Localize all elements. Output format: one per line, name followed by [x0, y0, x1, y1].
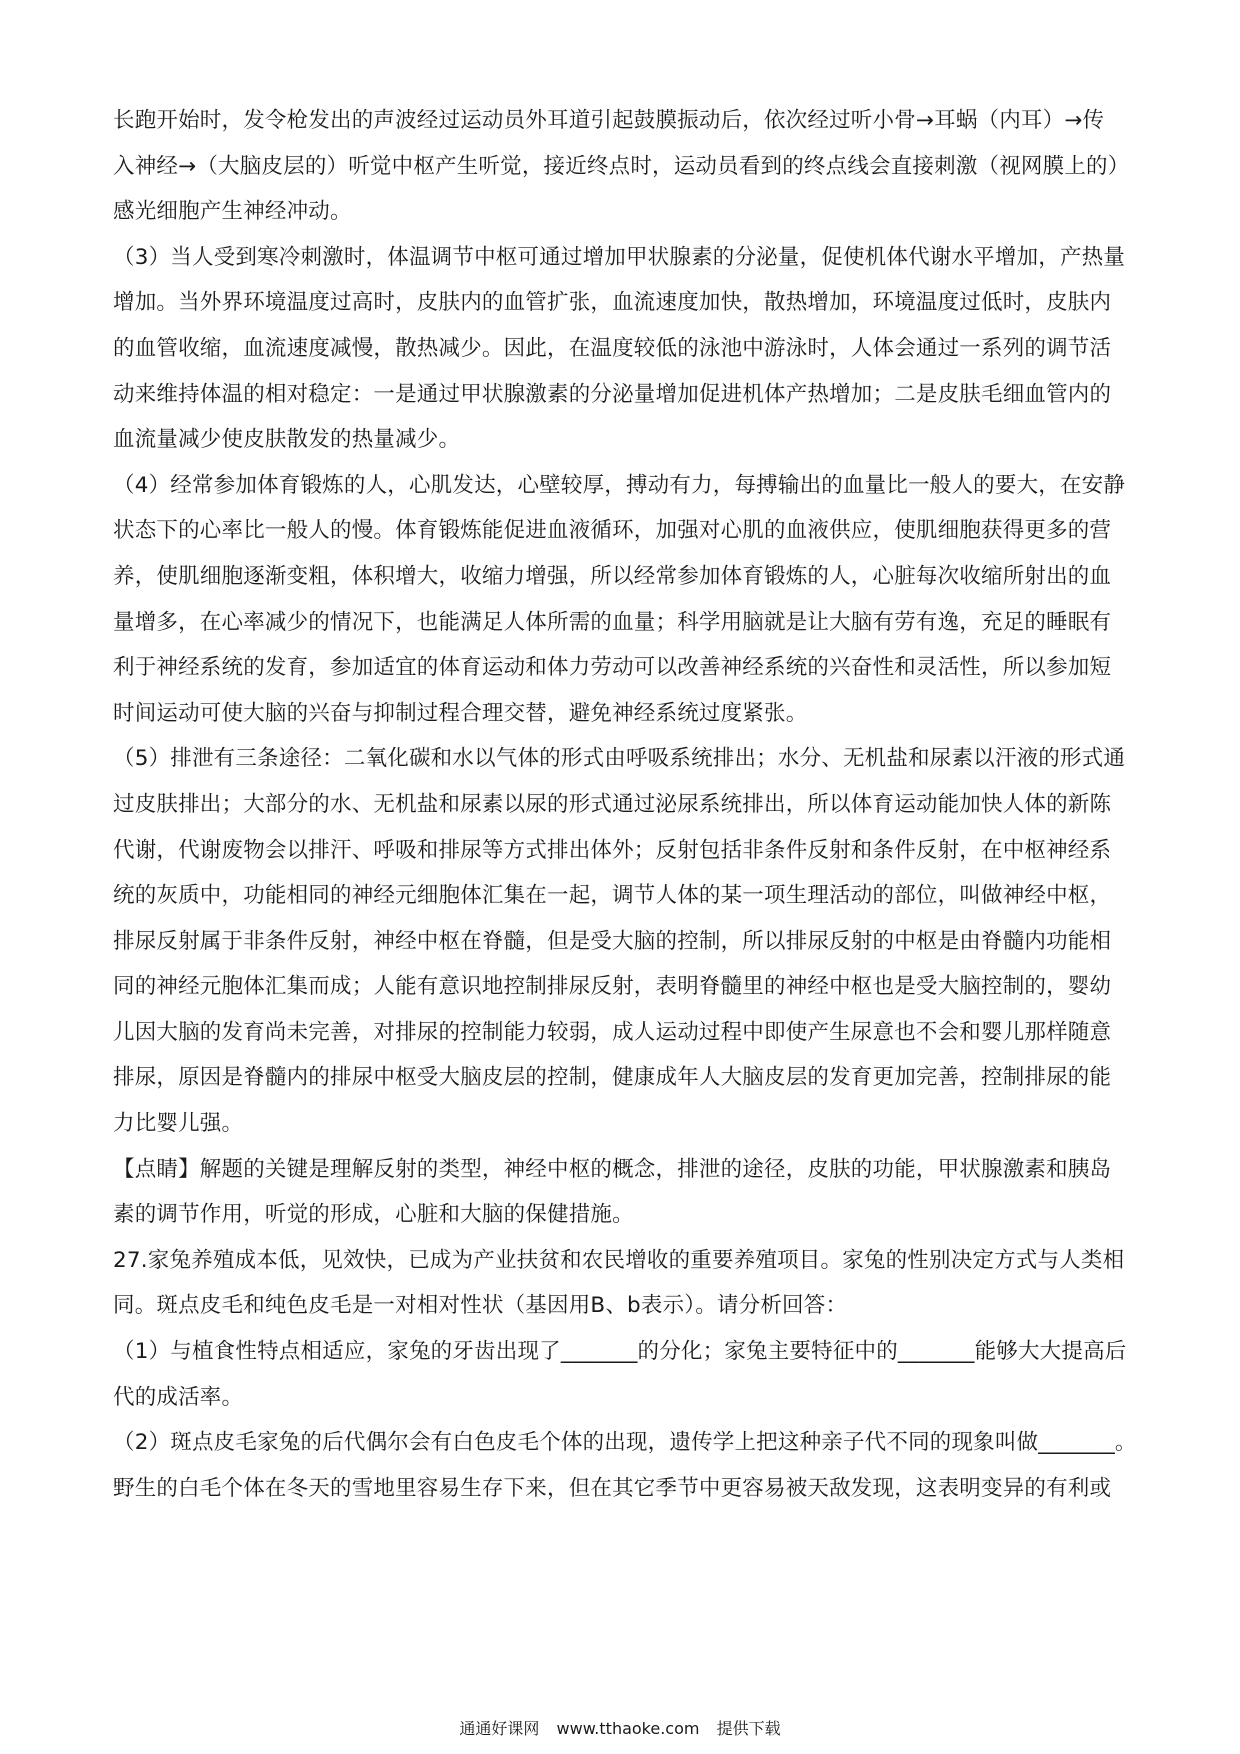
text-line: 感光细胞产生神经冲动。: [113, 199, 352, 225]
text-line: （5）排泄有三条途径：二氧化碳和水以气体的形式由呼吸系统排出；水分、无机盐和尿素以汗液的形式通: [113, 746, 1126, 772]
question-line: 27.家兔养殖成本低，见效快，已成为产业扶贫和农民增收的重要养殖项目。家兔的性别决定方式与人类相: [113, 1247, 1125, 1273]
text-line: 血流量减少使皮肤散发的热量减少。: [113, 427, 461, 453]
document-body: [113, 98, 1137, 1511]
question-line: 野生的白毛个体在冬天的雪地里容易生存下来，但在其它季节中更容易被天敌发现，这表明变异的有利或: [113, 1475, 1112, 1501]
text-line: 素的调节作用，听觉的形成，心脏和大脑的保健措施。: [113, 1202, 634, 1228]
question-line: （1）与植食性特点相适应，家兔的牙齿出现了_______的分化；家兔主要特征中的_______能够大大提高后: [113, 1339, 1127, 1365]
footer-url[interactable]: www.tthaoke.com: [556, 1719, 700, 1738]
question-line: 代的成活率。: [113, 1384, 244, 1410]
text-line: 统的灰质中，功能相同的神经元细胞体汇集在一起，调节人体的某一项生理活动的部位，叫做神经中枢，: [113, 883, 1112, 909]
text-line: 排尿，原因是脊髓内的排尿中枢受大脑皮层的控制，健康成年人大脑皮层的发育更加完善，控制排尿的能: [113, 1065, 1112, 1091]
text-line: 的血管收缩，血流速度减慢，散热减少。因此，在温度较低的泳池中游泳时，人体会通过一系列的调节活: [113, 335, 1112, 361]
text-line: 过皮肤排出；大部分的水、无机盐和尿素以尿的形式通过泌尿系统排出，所以体育运动能加快人体的新陈: [113, 791, 1112, 817]
question-line: （2）斑点皮毛家兔的后代偶尔会有白色皮毛个体的出现，遗传学上把这种亲子代不同的现象叫做_______。: [113, 1430, 1137, 1456]
footer-note: 提供下载: [716, 1719, 781, 1738]
question-line: 同。斑点皮毛和纯色皮毛是一对相对性状（基因用B、b表示）。请分析回答：: [113, 1293, 848, 1319]
text-line: 量增多，在心率减少的情况下，也能满足人体所需的血量；科学用脑就是让大脑有劳有逸，充足的睡眠有: [113, 609, 1112, 635]
text-line: （4）经常参加体育锻炼的人，心肌发达，心壁较厚，搏动有力，每搏输出的血量比一般人的要大，在安静: [113, 472, 1126, 498]
text-line: （3）当人受到寒冷刺激时，体温调节中枢可通过增加甲状腺素的分泌量，促使机体代谢水平增加，产热量: [113, 244, 1126, 270]
footer-site-name: 通通好课网: [459, 1719, 540, 1738]
text-line: 长跑开始时，发令枪发出的声波经过运动员外耳道引起鼓膜振动后，依次经过听小骨→耳蜗（内耳）→传: [113, 108, 1105, 133]
text-line: 力比婴儿强。: [113, 1111, 244, 1137]
text-line: 时间运动可使大脑的兴奋与抑制过程合理交替，避免神经系统过度紧张。: [113, 700, 808, 726]
page-footer: [0, 1716, 1240, 1739]
text-line: 入神经→（大脑皮层的）听觉中枢产生听觉，接近终点时，运动员看到的终点线会直接刺激（视网膜上的）: [113, 153, 1130, 179]
text-line: 养，使肌细胞逐渐变粗，体积增大，收缩力增强，所以经常参加体育锻炼的人，心脏每次收缩所射出的血: [113, 563, 1112, 589]
text-line: 代谢，代谢废物会以排汗、呼吸和排尿等方式排出体外；反射包括非条件反射和条件反射，在中枢神经系: [113, 837, 1112, 863]
text-line: 儿因大脑的发育尚未完善，对排尿的控制能力较弱，成人运动过程中即使产生尿意也不会和婴儿那样随意: [113, 1019, 1112, 1045]
text-line: 动来维持体温的相对稳定：一是通过甲状腺激素的分泌量增加促进机体产热增加；二是皮肤毛细血管内的: [113, 381, 1112, 407]
text-line: 排尿反射属于非条件反射，神经中枢在脊髓，但是受大脑的控制，所以排尿反射的中枢是由脊髓内功能相: [113, 928, 1112, 954]
text-line: 同的神经元胞体汇集而成；人能有意识地控制排尿反射，表明脊髓里的神经中枢也是受大脑控制的，婴幼: [113, 974, 1112, 1000]
text-line: 状态下的心率比一般人的慢。体育锻炼能促进血液循环，加强对心肌的血液供应，使肌细胞获得更多的营: [113, 518, 1112, 544]
text-line: 利于神经系统的发育，参加适宜的体育运动和体力劳动可以改善神经系统的兴奋性和灵活性，所以参加短: [113, 655, 1112, 681]
text-line: 增加。当外界环境温度过高时，皮肤内的血管扩张，血流速度加快，散热增加，环境温度过低时，皮肤内: [113, 290, 1112, 316]
text-line: 【点睛】解题的关键是理解反射的类型，神经中枢的概念，排泄的途径，皮肤的功能，甲状腺激素和胰岛: [113, 1156, 1112, 1182]
